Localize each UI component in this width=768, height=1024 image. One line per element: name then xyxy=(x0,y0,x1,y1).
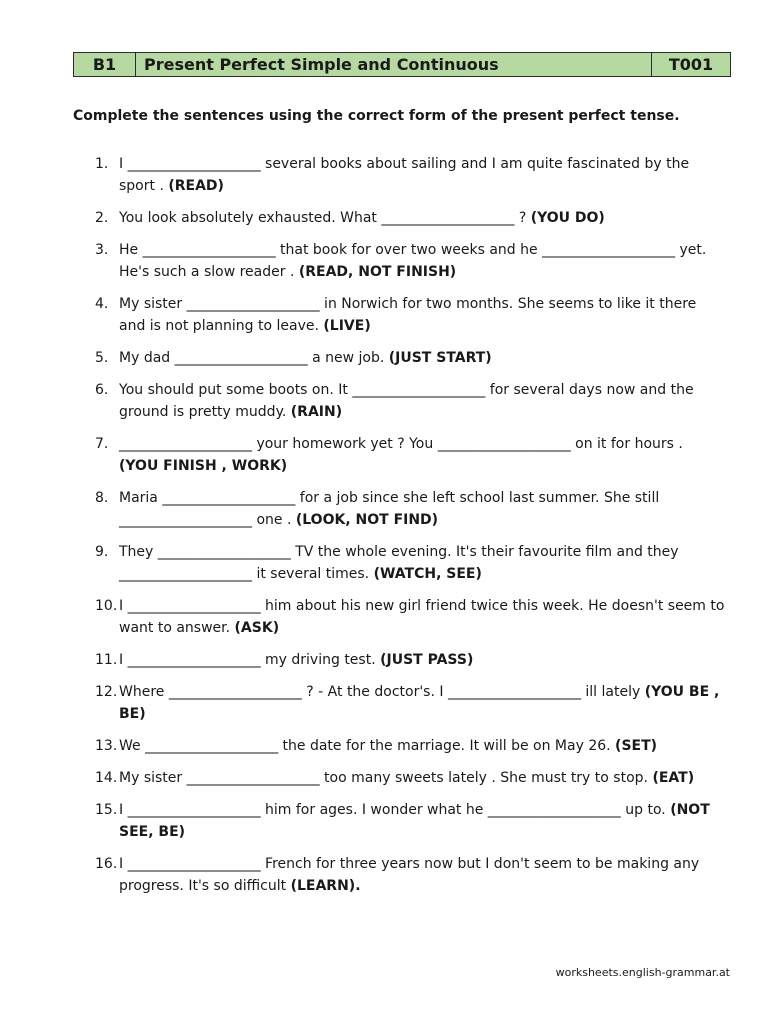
level-cell: B1 xyxy=(74,53,136,77)
item-verb-hint: (NOT SEE, BE) xyxy=(119,802,710,840)
item-verb-hint: (READ) xyxy=(168,178,224,194)
item-verb-hint: (JUST START) xyxy=(388,350,492,366)
exercise-item xyxy=(0,853,725,897)
item-number: 9. xyxy=(95,544,109,560)
item-number: 8. xyxy=(95,490,109,506)
exercise-item xyxy=(0,595,725,639)
item-verb-hint: (LOOK, NOT FIND) xyxy=(295,512,439,528)
item-sentence: He ___________________ that book for over two weeks and he ___________________ yet. He's such a slow reader . xyxy=(119,242,707,280)
worksheet-header xyxy=(73,52,731,77)
footer-url: worksheets.english-grammar.at xyxy=(555,966,730,979)
exercise-item xyxy=(0,379,725,423)
exercise-list xyxy=(0,153,768,907)
item-number: 1. xyxy=(95,156,109,172)
item-verb-hint: (READ, NOT FINISH) xyxy=(298,264,457,280)
instruction-text: Complete the sentences using the correct form of the present perfect tense. xyxy=(73,108,680,124)
item-number: 2. xyxy=(95,210,109,226)
item-sentence: My sister ___________________ in Norwich for two months. She seems to like it there and is not planning to leave. xyxy=(119,296,697,334)
exercise-item xyxy=(0,767,725,789)
item-number: 3. xyxy=(95,242,109,258)
exercise-item xyxy=(0,681,725,725)
item-number: 12. xyxy=(95,684,118,700)
item-number: 5. xyxy=(95,350,109,366)
worksheet-title: Present Perfect Simple and Continuous xyxy=(136,53,652,77)
item-number: 14. xyxy=(95,770,118,786)
item-verb-hint: (WATCH, SEE) xyxy=(373,566,482,582)
item-number: 16. xyxy=(95,856,118,872)
exercise-item xyxy=(0,153,725,197)
item-sentence: You should put some boots on. It ___________________ for several days now and the ground is pretty muddy. xyxy=(119,382,694,420)
item-verb-hint: (YOU BE , BE) xyxy=(119,684,720,722)
item-number: 15. xyxy=(95,802,118,818)
item-verb-hint: (YOU DO) xyxy=(530,210,605,226)
exercise-item xyxy=(0,487,725,531)
exercise-item xyxy=(0,541,725,585)
item-verb-hint: (ASK) xyxy=(234,620,280,636)
item-sentence: I ___________________ my driving test. xyxy=(119,652,381,668)
item-verb-hint: (JUST PASS) xyxy=(380,652,474,668)
item-sentence: We ___________________ the date for the marriage. It will be on May 26. xyxy=(119,738,616,754)
item-sentence: I ___________________ him for ages. I wonder what he ___________________ up to. xyxy=(119,802,671,818)
exercise-item xyxy=(0,735,725,757)
exercise-item xyxy=(0,293,725,337)
item-sentence: I ___________________ him about his new girl friend twice this week. He doesn't seem to want to answer. xyxy=(119,598,725,636)
item-sentence: ___________________ your homework yet ? You ___________________ on it for hours . xyxy=(119,436,683,452)
exercise-item xyxy=(0,649,725,671)
item-sentence: I ___________________ French for three years now but I don't seem to be making any progress. It's so difficult xyxy=(119,856,700,894)
item-sentence: I ___________________ several books about sailing and I am quite fascinated by the sport . xyxy=(119,156,690,194)
exercise-item xyxy=(0,207,725,229)
item-number: 6. xyxy=(95,382,109,398)
worksheet-code: T001 xyxy=(652,53,731,77)
item-sentence: My dad ___________________ a new job. xyxy=(119,350,389,366)
item-verb-hint: (LEARN). xyxy=(290,878,361,894)
exercise-item xyxy=(0,433,725,477)
item-sentence: Maria ___________________ for a job since she left school last summer. She still ___________________ one . xyxy=(119,490,660,528)
item-sentence: Where ___________________ ? - At the doctor's. I ___________________ ill lately xyxy=(119,684,645,700)
item-verb-hint: (RAIN) xyxy=(290,404,343,420)
item-number: 11. xyxy=(95,652,118,668)
item-sentence: My sister ___________________ too many sweets lately . She must try to stop. xyxy=(119,770,653,786)
exercise-item xyxy=(0,799,725,843)
item-verb-hint: (EAT) xyxy=(652,770,695,786)
item-number: 10. xyxy=(95,598,118,614)
item-verb-hint: (SET) xyxy=(615,738,658,754)
exercise-item xyxy=(0,239,725,283)
item-verb-hint: (LIVE) xyxy=(323,318,371,334)
item-verb-hint: (YOU FINISH , WORK) xyxy=(119,458,288,474)
item-sentence: You look absolutely exhausted. What ___________________ ? xyxy=(119,210,531,226)
item-number: 4. xyxy=(95,296,109,312)
exercise-item xyxy=(0,347,725,369)
item-number: 13. xyxy=(95,738,118,754)
item-sentence: They ___________________ TV the whole evening. It's their favourite film and they ___________________ it several times. xyxy=(119,544,679,582)
item-number: 7. xyxy=(95,436,109,452)
